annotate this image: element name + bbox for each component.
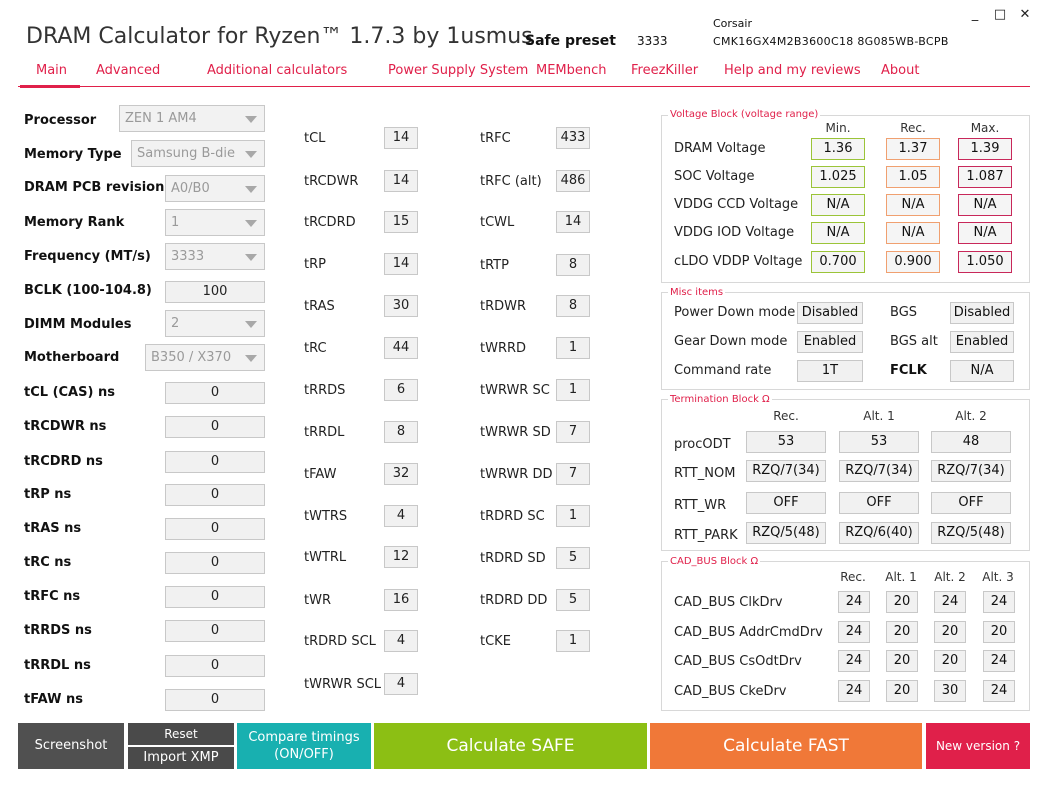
voltage-min: 1.025 [811, 166, 865, 188]
ns-label: tRFC ns [24, 589, 81, 604]
voltage-row-label: DRAM Voltage [674, 141, 766, 156]
cadbus-value: 20 [886, 650, 918, 672]
timing-value[interactable]: 1 [556, 505, 590, 527]
tab-about[interactable]: About [881, 63, 920, 78]
memory-part-number: CMK16GX4M2B3600C18 8G085WB-BCPB [713, 35, 949, 48]
cadbus-row-label: CAD_BUS ClkDrv [674, 595, 783, 610]
bgs-value[interactable]: Disabled [950, 302, 1014, 324]
termination-block-title: Termination Block Ω [670, 394, 770, 405]
termination-header-alt1: Alt. 1 [863, 409, 895, 423]
timing-value[interactable]: 8 [384, 421, 418, 443]
cadbus-value: 24 [983, 591, 1015, 613]
ns-label: tRAS ns [24, 521, 82, 536]
termination-row-label: RTT_NOM [674, 466, 736, 481]
frequency-label: Frequency (MT/s) [24, 249, 151, 264]
cadbus-value: 24 [838, 591, 870, 613]
chevron-down-icon [245, 186, 257, 193]
memory-rank-label: Memory Rank [24, 215, 125, 230]
timing-label: tRTP [480, 258, 509, 273]
timing-label: tCL [304, 131, 326, 146]
memory-rank-select[interactable] [165, 209, 265, 236]
dimm-modules-select[interactable] [165, 310, 265, 337]
misc-block-title: Misc items [670, 287, 724, 298]
timing-value[interactable]: 8 [556, 254, 590, 276]
ns-input[interactable]: 0 [165, 552, 265, 574]
cadbus-value: 30 [934, 680, 966, 702]
ns-input[interactable]: 0 [165, 586, 265, 608]
chevron-down-icon [245, 321, 257, 328]
pcb-revision-label: DRAM PCB revision [24, 180, 165, 195]
timing-label: tRC [304, 341, 327, 356]
timing-value[interactable]: 30 [384, 295, 418, 317]
pcb-revision-select[interactable] [165, 175, 265, 202]
cadbus-header-alt1: Alt. 1 [885, 570, 917, 584]
dimm-modules-value: 2 [171, 316, 180, 331]
motherboard-value: B350 / X370 [151, 350, 232, 365]
timing-label: tCWL [480, 215, 515, 230]
timing-value[interactable]: 7 [556, 463, 590, 485]
tab-power-supply-system[interactable]: Power Supply System [388, 63, 529, 78]
timing-label: tWRRD [480, 341, 527, 356]
termination-value: 48 [931, 431, 1011, 453]
command-rate-label: Command rate [674, 363, 772, 378]
voltage-rec: 0.900 [886, 251, 940, 273]
timing-label: tRRDS [304, 383, 346, 398]
bgs-alt-label: BGS alt [890, 334, 938, 349]
timing-value[interactable]: 14 [384, 170, 418, 192]
termination-row-label: RTT_PARK [674, 528, 738, 543]
timing-value[interactable]: 44 [384, 337, 418, 359]
timing-label: tRAS [304, 299, 335, 314]
frequency-select[interactable] [165, 243, 265, 270]
calculate-safe-button[interactable]: Calculate SAFE [374, 723, 647, 769]
timing-value[interactable]: 4 [384, 630, 418, 652]
tab-main-indicator [20, 85, 80, 88]
timing-label: tRFC [480, 131, 511, 146]
timing-value[interactable]: 4 [384, 673, 418, 695]
ns-input[interactable]: 0 [165, 518, 265, 540]
chevron-down-icon [245, 116, 257, 123]
cadbus-value: 20 [886, 621, 918, 643]
cadbus-row-label: CAD_BUS AddrCmdDrv [674, 625, 823, 640]
compare-timings-button[interactable] [237, 723, 371, 769]
voltage-row-label: cLDO VDDP Voltage [674, 254, 803, 269]
timing-label: tRCDRD [304, 215, 356, 230]
ns-label: tRRDL ns [24, 658, 91, 673]
close-icon[interactable]: ✕ [1019, 7, 1031, 22]
cadbus-row-label: CAD_BUS CsOdtDrv [674, 654, 802, 669]
cadbus-value: 20 [934, 621, 966, 643]
timing-label: tRFC (alt) [480, 174, 542, 189]
timing-value[interactable]: 7 [556, 421, 590, 443]
timing-label: tRRDL [304, 425, 345, 440]
voltage-max: N/A [958, 194, 1012, 216]
import-xmp-button[interactable]: Import XMP [128, 747, 234, 769]
compare-timings-sublabel: (ON/OFF) [274, 747, 334, 762]
memory-brand: Corsair [713, 17, 752, 30]
termination-value: RZQ/7(34) [931, 460, 1011, 482]
motherboard-label: Motherboard [24, 350, 120, 365]
nav-divider [18, 86, 1030, 87]
dimm-modules-label: DIMM Modules [24, 317, 132, 332]
timing-label: tCKE [480, 634, 511, 649]
reset-button[interactable]: Reset [128, 723, 234, 745]
timing-label: tRDRD SD [480, 551, 546, 566]
cadbus-value: 20 [886, 591, 918, 613]
bclk-input[interactable]: 100 [165, 281, 265, 303]
compare-timings-label: Compare timings [248, 730, 360, 745]
tab-additional-calculators[interactable]: Additional calculators [207, 63, 348, 78]
timing-value[interactable]: 1 [556, 337, 590, 359]
voltage-rec: 1.05 [886, 166, 940, 188]
voltage-min: 0.700 [811, 251, 865, 273]
timing-value[interactable]: 14 [384, 127, 418, 149]
ns-input[interactable]: 0 [165, 484, 265, 506]
pcb-revision-value: A0/B0 [171, 181, 210, 196]
termination-value: 53 [746, 431, 826, 453]
new-version-button[interactable]: New version ? [926, 723, 1030, 769]
preset-label: Safe preset [525, 33, 616, 49]
voltage-header-max: Max. [970, 121, 1000, 135]
screenshot-button[interactable]: Screenshot [18, 723, 124, 769]
timing-value[interactable]: 12 [384, 546, 418, 568]
cadbus-value: 24 [838, 680, 870, 702]
termination-value: RZQ/6(40) [839, 522, 919, 544]
timing-value[interactable]: 8 [556, 295, 590, 317]
timing-label: tRDWR [480, 299, 527, 314]
ns-label: tRC ns [24, 555, 72, 570]
termination-row-label: RTT_WR [674, 498, 727, 513]
timing-label: tWRWR SC [480, 383, 550, 398]
voltage-row-label: VDDG IOD Voltage [674, 225, 795, 240]
chevron-down-icon [245, 355, 257, 362]
app-title: DRAM Calculator for Ryzen™ 1.7.3 by 1usmus [26, 24, 533, 49]
tab-help-reviews[interactable]: Help and my reviews [724, 63, 861, 78]
voltage-max: 1.050 [958, 251, 1012, 273]
termination-header-alt2: Alt. 2 [955, 409, 987, 423]
ns-input[interactable]: 0 [165, 655, 265, 677]
timing-label: tWR [304, 593, 331, 608]
termination-value: OFF [931, 492, 1011, 514]
gear-down-label: Gear Down mode [674, 334, 788, 349]
cadbus-value: 24 [934, 591, 966, 613]
timing-value[interactable]: 486 [556, 170, 590, 192]
termination-value: RZQ/5(48) [746, 522, 826, 544]
termination-value: RZQ/7(34) [746, 460, 826, 482]
memory-rank-value: 1 [171, 215, 180, 230]
termination-value: RZQ/7(34) [839, 460, 919, 482]
motherboard-select[interactable] [145, 344, 265, 371]
timing-label: tRCDWR [304, 174, 359, 189]
ns-input[interactable]: 0 [165, 382, 265, 404]
fclk-label: FCLK [890, 363, 927, 378]
timing-label: tRDRD DD [480, 593, 548, 608]
ns-label: tRCDWR ns [24, 419, 107, 434]
timing-label: tRDRD SC [480, 509, 545, 524]
cadbus-value: 24 [983, 680, 1015, 702]
bgs-alt-value[interactable]: Enabled [950, 331, 1014, 353]
minimize-icon[interactable]: _ [971, 7, 979, 22]
timing-value[interactable]: 14 [384, 253, 418, 275]
timing-label: tFAW [304, 467, 337, 482]
timing-value[interactable]: 1 [556, 630, 590, 652]
timing-value[interactable]: 1 [556, 379, 590, 401]
ns-label: tRCDRD ns [24, 454, 103, 469]
tab-main[interactable]: Main [36, 63, 68, 78]
ns-label: tRRDS ns [24, 623, 92, 638]
ns-input[interactable]: 0 [165, 689, 265, 711]
power-down-label: Power Down mode [674, 305, 796, 320]
cadbus-value: 24 [838, 621, 870, 643]
voltage-header-min: Min. [825, 121, 851, 135]
bclk-label: BCLK (100-104.8) [24, 283, 152, 298]
termination-value: RZQ/5(48) [931, 522, 1011, 544]
cadbus-value: 20 [886, 680, 918, 702]
timing-value[interactable]: 16 [384, 589, 418, 611]
voltage-max: 1.39 [958, 138, 1012, 160]
termination-value: OFF [839, 492, 919, 514]
ns-input[interactable]: 0 [165, 451, 265, 473]
tab-membench[interactable]: MEMbench [536, 63, 607, 78]
timing-value[interactable]: 4 [384, 505, 418, 527]
frequency-value: 3333 [171, 249, 205, 264]
timing-value[interactable]: 5 [556, 547, 590, 569]
ns-input[interactable]: 0 [165, 620, 265, 642]
cadbus-value: 20 [983, 621, 1015, 643]
preset-value: 3333 [637, 34, 668, 48]
voltage-rec: N/A [886, 194, 940, 216]
ns-label: tFAW ns [24, 692, 83, 707]
cadbus-row-label: CAD_BUS CkeDrv [674, 684, 787, 699]
timing-label: tWRWR SD [480, 425, 551, 440]
voltage-rec: 1.37 [886, 138, 940, 160]
voltage-min: N/A [811, 222, 865, 244]
termination-value: OFF [746, 492, 826, 514]
chevron-down-icon [245, 151, 257, 158]
tab-advanced[interactable]: Advanced [96, 63, 161, 78]
voltage-max: N/A [958, 222, 1012, 244]
ns-input[interactable]: 0 [165, 416, 265, 438]
timing-label: tWRWR SCL [304, 677, 382, 692]
ns-label: tCL (CAS) ns [24, 385, 115, 400]
tab-freezkiller[interactable]: FreezKiller [631, 63, 699, 78]
voltage-row-label: SOC Voltage [674, 169, 755, 184]
voltage-min: 1.36 [811, 138, 865, 160]
chevron-down-icon [245, 254, 257, 261]
voltage-max: 1.087 [958, 166, 1012, 188]
cadbus-value: 24 [838, 650, 870, 672]
power-down-value[interactable]: Disabled [797, 302, 863, 324]
calculate-fast-button[interactable]: Calculate FAST [650, 723, 922, 769]
termination-header-rec: Rec. [773, 409, 799, 423]
ns-label: tRP ns [24, 487, 72, 502]
timing-value[interactable]: 5 [556, 589, 590, 611]
voltage-rec: N/A [886, 222, 940, 244]
memory-type-value: Samsung B-die [137, 146, 235, 161]
processor-label: Processor [24, 113, 97, 128]
timing-label: tWTRL [304, 550, 347, 565]
timing-label: tWRWR DD [480, 467, 553, 482]
timing-value[interactable]: 32 [384, 463, 418, 485]
memory-type-label: Memory Type [24, 147, 122, 162]
cadbus-value: 20 [934, 650, 966, 672]
gear-down-value[interactable]: Enabled [797, 331, 863, 353]
timing-value[interactable]: 433 [556, 127, 590, 149]
timing-value[interactable]: 14 [556, 211, 590, 233]
processor-select[interactable] [119, 105, 265, 132]
fclk-value[interactable]: N/A [950, 360, 1014, 382]
timing-value[interactable]: 6 [384, 379, 418, 401]
cadbus-block-title: CAD_BUS Block Ω [670, 556, 759, 567]
timing-label: tWTRS [304, 509, 348, 524]
cadbus-header-alt2: Alt. 2 [934, 570, 966, 584]
voltage-row-label: VDDG CCD Voltage [674, 197, 799, 212]
maximize-icon[interactable]: □ [993, 7, 1007, 22]
memory-type-select[interactable] [131, 140, 265, 167]
timing-label: tRDRD SCL [304, 634, 376, 649]
processor-value: ZEN 1 AM4 [125, 111, 197, 126]
cadbus-header-alt3: Alt. 3 [982, 570, 1014, 584]
timing-value[interactable]: 15 [384, 211, 418, 233]
bgs-label: BGS [890, 305, 918, 320]
termination-value: 53 [839, 431, 919, 453]
command-rate-value[interactable]: 1T [797, 360, 863, 382]
voltage-header-rec: Rec. [900, 121, 926, 135]
voltage-min: N/A [811, 194, 865, 216]
timing-label: tRP [304, 257, 326, 272]
cadbus-header-rec: Rec. [840, 570, 866, 584]
voltage-block-title: Voltage Block (voltage range) [670, 109, 819, 120]
chevron-down-icon [245, 220, 257, 227]
termination-row-label: procODT [674, 437, 731, 452]
cadbus-value: 24 [983, 650, 1015, 672]
